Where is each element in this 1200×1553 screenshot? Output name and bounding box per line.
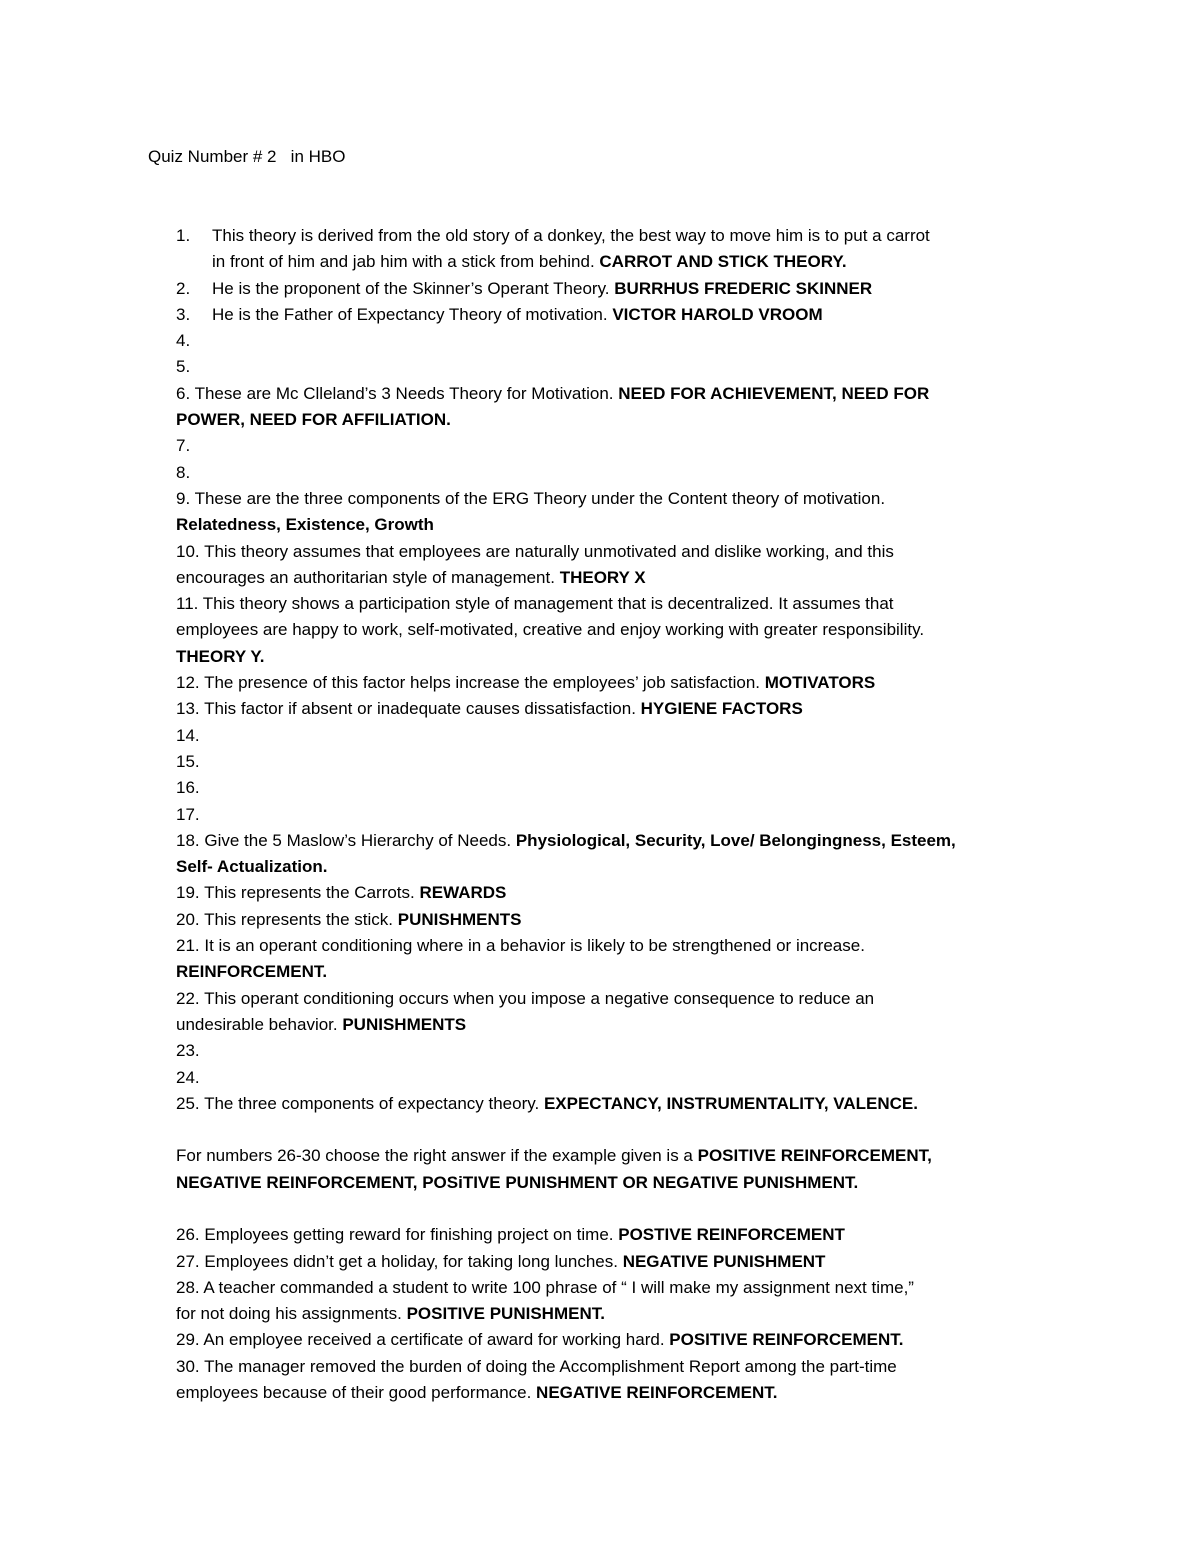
question-20: 20. This represents the stick. PUNISHMENTS — [176, 909, 522, 929]
answer-9: Relatedness, Existence, Growth — [176, 515, 434, 535]
answer-28: POSITIVE PUNISHMENT. — [406, 1304, 605, 1324]
question-16: 16. — [176, 778, 200, 798]
question-22-cont: undesirable behavior. PUNISHMENTS — [176, 1014, 467, 1034]
question-29: 29. An employee received a certificate of award for working hard. POSITIVE REINFORCEMENT. — [176, 1330, 904, 1350]
answer-6: NEED FOR ACHIEVEMENT, NEED FOR — [618, 383, 930, 403]
question-21: 21. It is an operant conditioning where in a behavior is likely to be strengthened or increase. — [176, 936, 865, 956]
answer-20: PUNISHMENTS — [397, 909, 522, 929]
question-1-cont: in front of him and jab him with a stick from behind. CARROT AND STICK THEORY. — [212, 252, 847, 272]
question-24: 24. — [176, 1067, 200, 1087]
answer-30: NEGATIVE REINFORCEMENT. — [536, 1383, 778, 1403]
answer-13: HYGIENE FACTORS — [640, 699, 803, 719]
question-23: 23. — [176, 1041, 200, 1061]
question-13: 13. This factor if absent or inadequate causes dissatisfaction. HYGIENE FACTORS — [176, 699, 803, 719]
answer-26: POSTIVE REINFORCEMENT — [618, 1225, 845, 1245]
answer-3: VICTOR HAROLD VROOM — [612, 304, 823, 324]
question-30-cont: employees because of their good performance. NEGATIVE REINFORCEMENT. — [176, 1383, 778, 1403]
instructions-cont: NEGATIVE REINFORCEMENT, POSiTIVE PUNISHMENT OR NEGATIVE PUNISHMENT. — [176, 1172, 859, 1192]
question-22: 22. This operant conditioning occurs when you impose a negative consequence to reduce an — [176, 988, 875, 1008]
question-18: 18. Give the 5 Maslow’s Hierarchy of Needs. Physiological, Security, Love/ Belongingness, Esteem, — [176, 830, 956, 850]
answer-12: MOTIVATORS — [764, 673, 876, 693]
question-7: 7. — [176, 436, 191, 456]
question-18-cont: Self- Actualization. — [176, 857, 328, 877]
question-11: 11. This theory shows a participation style of management that is decentralized. It assumes that — [176, 594, 894, 614]
question-11-answer — [176, 644, 1056, 670]
question-10: 10. This theory assumes that employees are naturally unmotivated and dislike working, and this — [176, 541, 894, 561]
question-6: 6. These are Mc Clleland’s 3 Needs Theory for Motivation. NEED FOR ACHIEVEMENT, NEED FOR — [176, 383, 930, 403]
answer-21: REINFORCEMENT. — [176, 962, 328, 982]
answer-2: BURRHUS FREDERIC SKINNER — [614, 278, 873, 298]
answer-22: PUNISHMENTS — [342, 1014, 467, 1034]
question-19: 19. This represents the Carrots. REWARDS — [176, 883, 507, 903]
question-3: 3. He is the Father of Expectancy Theory of motivation. VICTOR HAROLD VROOM — [176, 304, 823, 324]
question-15: 15. — [176, 751, 200, 771]
question-27: 27. Employees didn’t get a holiday, for taking long lunches. NEGATIVE PUNISHMENT — [176, 1251, 826, 1271]
question-8: 8. — [176, 462, 191, 482]
question-12: 12. The presence of this factor helps increase the employees’ job satisfaction. MOTIVATORS — [176, 673, 876, 693]
question-28: 28. A teacher commanded a student to write 100 phrase of “ I will make my assignment next time,” — [176, 1277, 914, 1297]
question-9-cont — [176, 512, 1056, 538]
answer-10: THEORY X — [559, 567, 646, 587]
quiz-body — [176, 223, 1056, 1406]
question-4: 4. — [176, 331, 191, 351]
question-25: 25. The three components of expectancy theory. EXPECTANCY, INSTRUMENTALITY, VALENCE. — [176, 1093, 918, 1113]
answer-18: Physiological, Security, Love/ Belongingness, Esteem, — [515, 830, 956, 850]
answer-11: THEORY Y. — [176, 646, 265, 666]
question-17: 17. — [176, 804, 200, 824]
quiz-title: Quiz Number # 2 in HBO — [148, 147, 346, 166]
answer-27: NEGATIVE PUNISHMENT — [622, 1251, 826, 1271]
answer-29: POSITIVE REINFORCEMENT. — [669, 1330, 904, 1350]
question-30: 30. The manager removed the burden of doing the Accomplishment Report among the part-time — [176, 1356, 897, 1376]
question-28-cont: for not doing his assignments. POSITIVE PUNISHMENT. — [176, 1304, 605, 1324]
spacer — [176, 1117, 1056, 1143]
answer-19: REWARDS — [419, 883, 507, 903]
answer-25: EXPECTANCY, INSTRUMENTALITY, VALENCE. — [543, 1093, 918, 1113]
instructions: For numbers 26-30 choose the right answer if the example given is a POSITIVE REINFORCEMENT, — [176, 1146, 932, 1166]
question-11-cont: employees are happy to work, self-motivated, creative and enjoy working with greater responsibility. — [176, 620, 925, 640]
question-2: 2. He is the proponent of the Skinner’s Operant Theory. BURRHUS FREDERIC SKINNER — [176, 278, 873, 298]
question-10-cont: encourages an authoritarian style of management. THEORY X — [176, 567, 646, 587]
answer-1: CARROT AND STICK THEORY. — [599, 252, 847, 272]
question-21-cont — [176, 959, 1056, 985]
question-6-cont: POWER, NEED FOR AFFILIATION. — [176, 410, 451, 430]
question-5: 5. — [176, 357, 191, 377]
question-26: 26. Employees getting reward for finishing project on time. POSTIVE REINFORCEMENT — [176, 1225, 845, 1245]
question-14: 14. — [176, 725, 200, 745]
question-9: 9. These are the three components of the ERG Theory under the Content theory of motivation. — [176, 488, 886, 508]
spacer — [176, 1196, 1056, 1222]
question-1: 1. This theory is derived from the old story of a donkey, the best way to move him is to put a carrot — [176, 226, 930, 245]
